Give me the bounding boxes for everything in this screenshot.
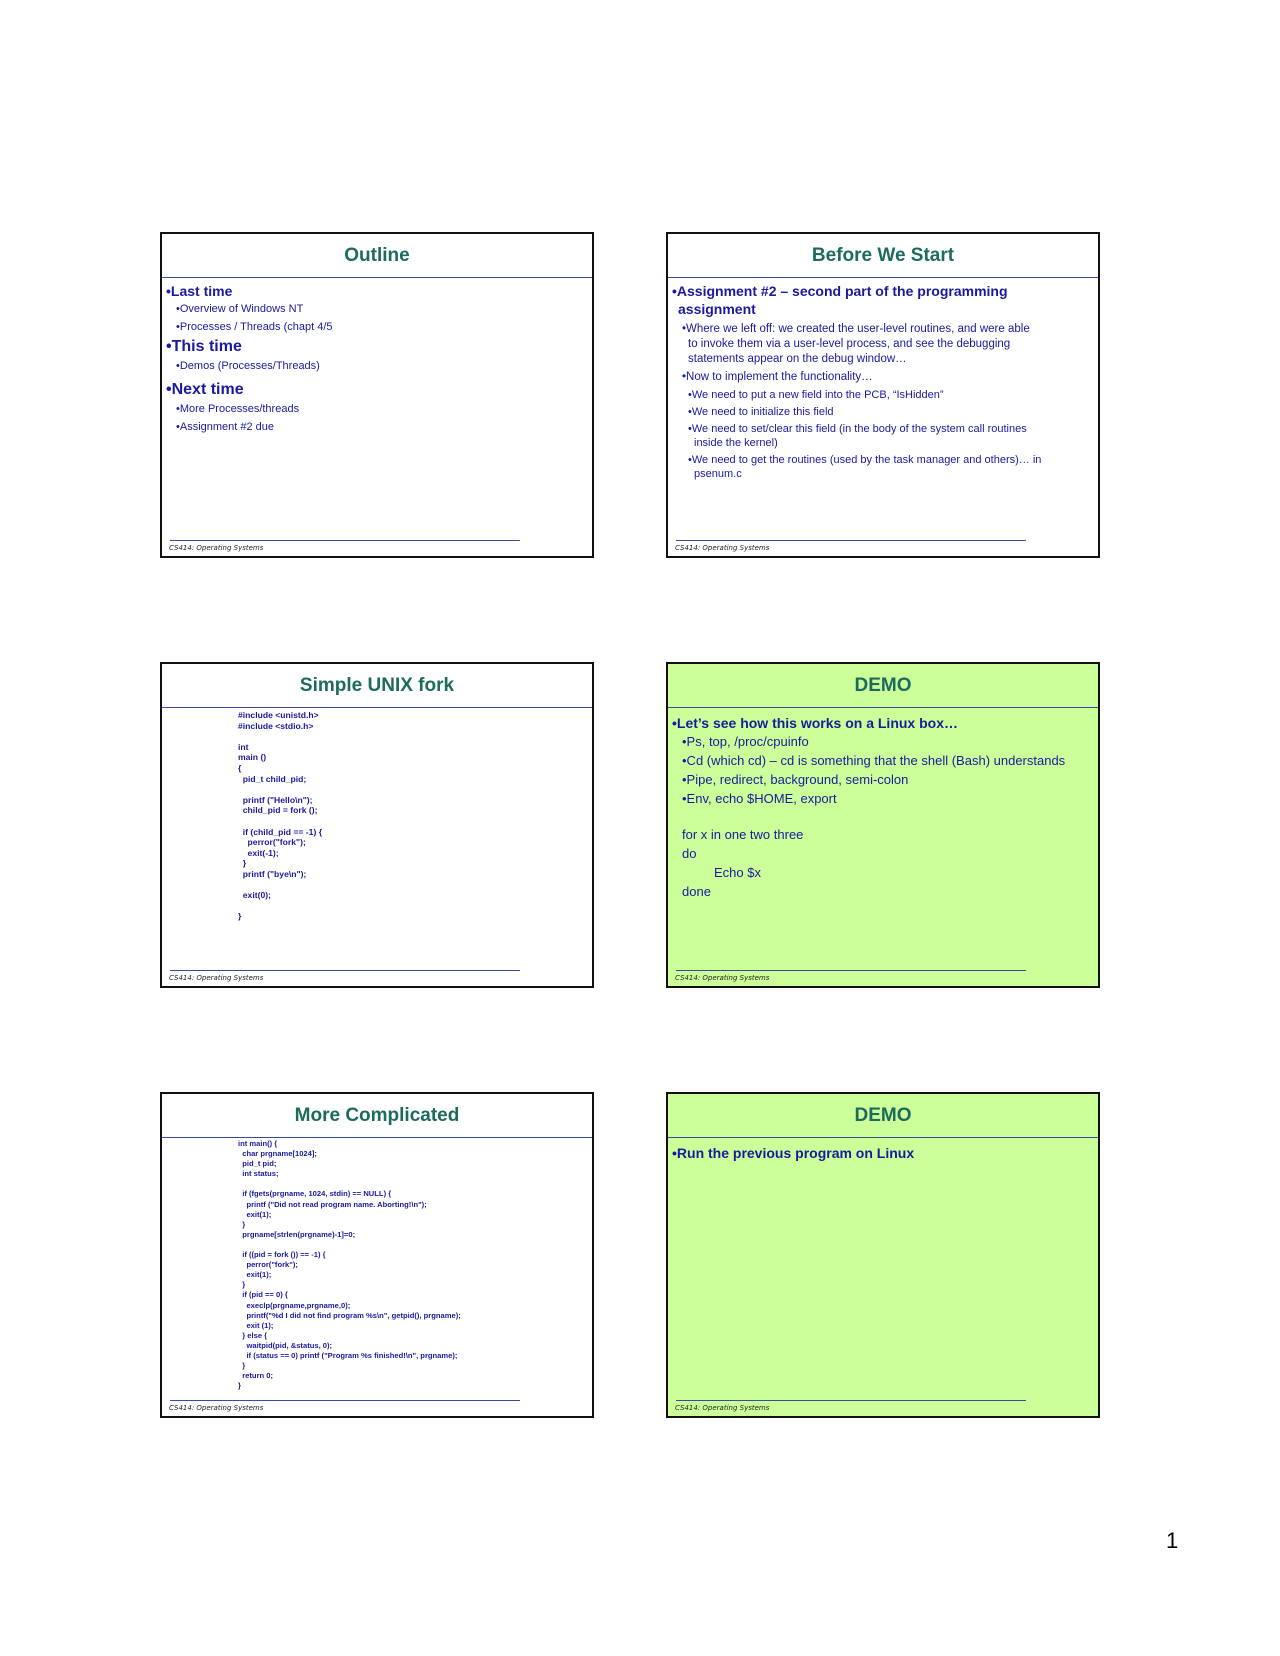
- slide-footer: CS414: Operating Systems: [675, 1404, 770, 1412]
- bullet-this-time: •This time: [166, 338, 242, 355]
- bullet-item: •Processes / Threads (chapt 4/5: [176, 321, 333, 333]
- slide-demo-run: [666, 1092, 1100, 1418]
- slide-title: Outline: [162, 234, 592, 278]
- footer-rule: [676, 540, 1026, 541]
- bullet-last-time: •Last time: [166, 283, 233, 299]
- bullet-main: •Run the previous program on Linux: [672, 1145, 915, 1161]
- slide-body: [672, 282, 1094, 481]
- slide-more-complicated: [160, 1092, 594, 1418]
- footer-rule: [170, 970, 520, 971]
- slide-title: DEMO: [668, 664, 1098, 708]
- footer-rule: [170, 540, 520, 541]
- bullet-item: •Demos (Processes/Threads): [176, 360, 320, 372]
- slide-outline: [160, 232, 594, 558]
- slide-body: [166, 282, 588, 436]
- footer-rule: [676, 1400, 1026, 1401]
- sub-bullet: •We need to set/clear this field (in the body of the system call routines inside the kernel): [688, 423, 1027, 449]
- sub-bullet: •We need to put a new field into the PCB, “IsHidden”: [688, 389, 944, 401]
- code-block: #include <unistd.h> #include <stdio.h> int main () { pid_t child_pid; printf ("Hello\n"); child_pid = fork (); if (child_pid == -1) { perror("fork"); exit(-1); } printf ("bye\n"); exit(0); }: [238, 710, 323, 922]
- bullet-item: •More Processes/threads: [176, 403, 300, 415]
- slide-title: Simple UNIX fork: [162, 664, 592, 708]
- bullet-next-time: •Next time: [166, 381, 244, 398]
- slide-footer: CS414: Operating Systems: [169, 544, 264, 552]
- slide-body: [672, 714, 1094, 901]
- bullet-item: •Assignment #2 due: [176, 421, 275, 433]
- slide-demo: [666, 662, 1100, 988]
- bullet-item: •Now to implement the functionality…: [682, 371, 873, 383]
- slide-title: Before We Start: [668, 234, 1098, 278]
- bullet-item: •Cd (which cd) – cd is something that the shell (Bash) understands: [682, 753, 1066, 768]
- slide-footer: CS414: Operating Systems: [169, 1404, 264, 1412]
- slide-before-we-start: [666, 232, 1100, 558]
- slide-simple-unix-fork: [160, 662, 594, 988]
- footer-rule: [170, 1400, 520, 1401]
- slide-title: More Complicated: [162, 1094, 592, 1138]
- bullet-main: •Let’s see how this works on a Linux box…: [672, 715, 958, 731]
- slide-body: [672, 1144, 1094, 1162]
- page-number: 1: [1166, 1528, 1179, 1553]
- slide-title: DEMO: [668, 1094, 1098, 1138]
- footer-rule: [676, 970, 1026, 971]
- slide-footer: CS414: Operating Systems: [169, 974, 264, 982]
- slide-footer: CS414: Operating Systems: [675, 974, 770, 982]
- sub-bullet: •We need to get the routines (used by the task manager and others)… in psenum.c: [688, 454, 1042, 480]
- shell-script: for x in one two three do Echo $x done: [682, 827, 804, 899]
- bullet-item: •Ps, top, /proc/cpuinfo: [682, 734, 809, 749]
- code-block: int main() { char prgname[1024]; pid_t pid; int status; if (fgets(prgname, 1024, stdin) == NULL) { printf ("Did not read program name. Aborting!\n"); exit(1); } prgname[strlen(prgname)-1]=0; if ((pid = fork ()) == -1) { perror("fork"); exit(1); } if (pid == 0) { execlp(prgname,prgname,0); printf("%d I did not find program %s\n", getpid(), prgname); exit (1); } else { waitpid(pid, &status, 0); if (status == 0) printf ("Program %s finished!\n", prgname); } return 0; }: [238, 1139, 461, 1391]
- bullet-item: •Overview of Windows NT: [176, 303, 304, 315]
- bullet-main: •Assignment #2 – second part of the programming assignment: [672, 283, 1008, 317]
- bullet-item: •Where we left off: we created the user-level routines, and were able to invoke them via a user-level process, and see the debugging statements appear on the debug window…: [682, 323, 1030, 365]
- bullet-item: •Env, echo $HOME, export: [682, 791, 837, 806]
- slide-footer: CS414: Operating Systems: [675, 544, 770, 552]
- bullet-item: •Pipe, redirect, background, semi-colon: [682, 772, 909, 787]
- sub-bullet: •We need to initialize this field: [688, 406, 834, 418]
